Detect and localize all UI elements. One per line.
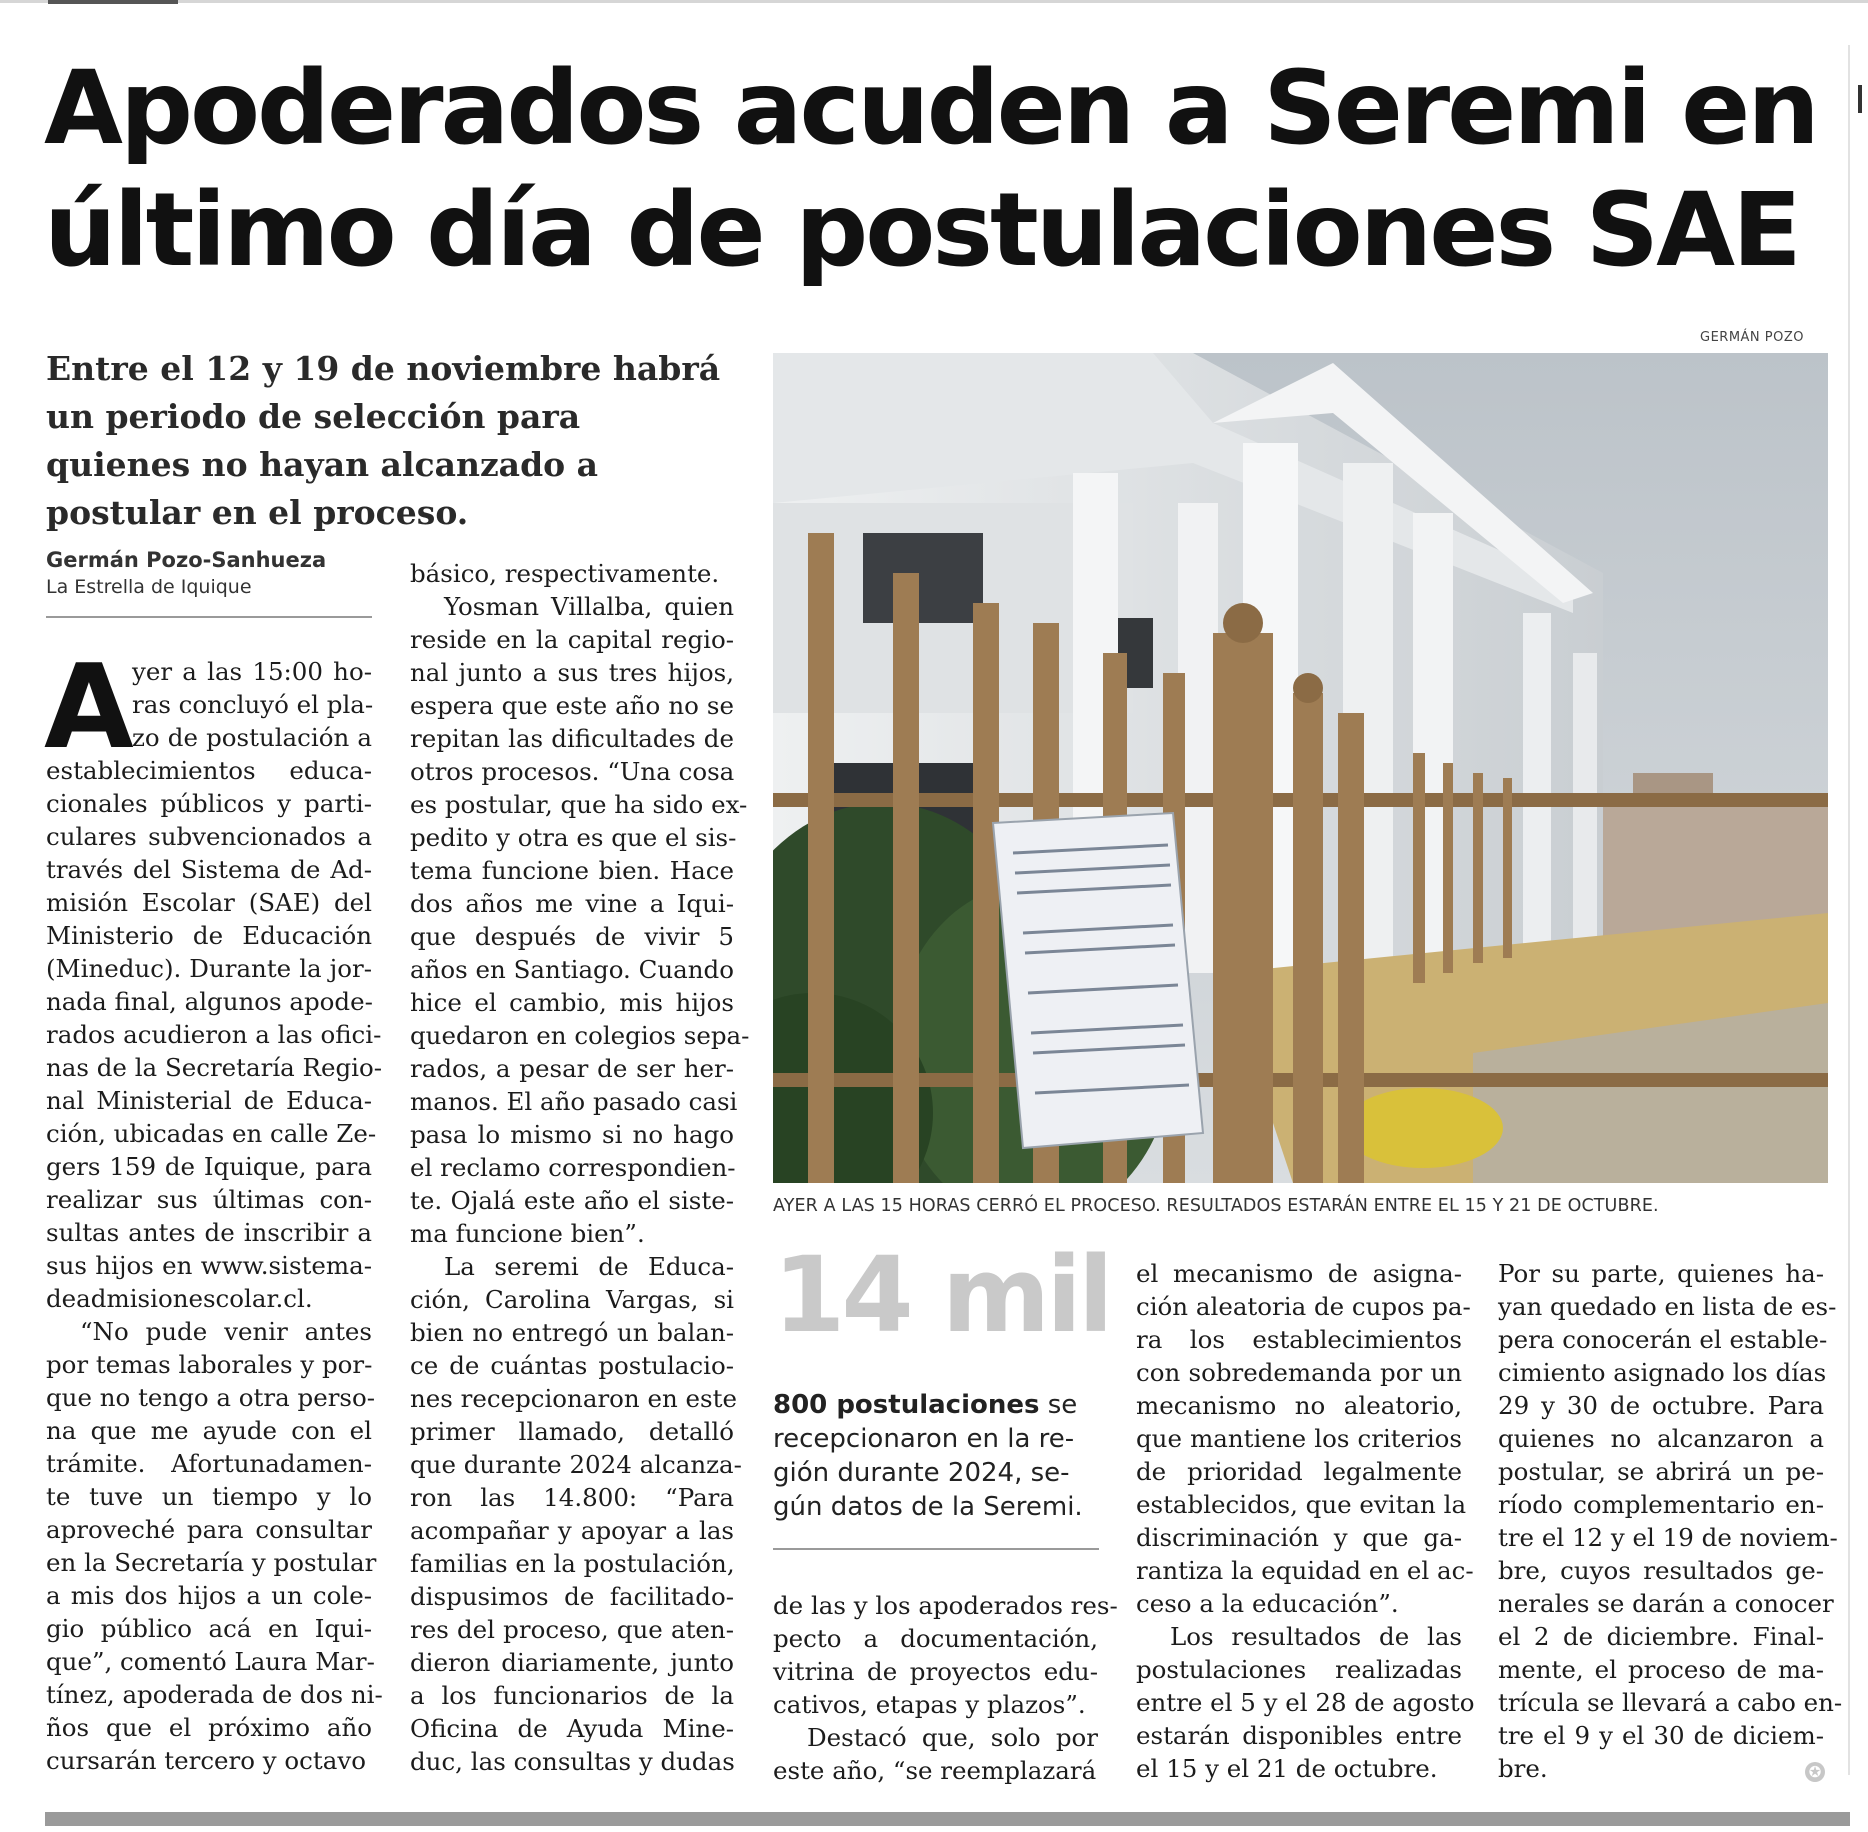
body-text-line: repitan las dificultades de — [410, 724, 734, 753]
body-column-1 — [44, 640, 383, 1777]
top-rule — [0, 0, 1868, 3]
body-text-line: res del proceso, que aten- — [410, 1615, 734, 1644]
body-text-line: que”, comentó Laura Mar- — [46, 1647, 375, 1676]
body-text-line: estarán disponibles entre — [1136, 1721, 1462, 1750]
body-text-line: vitrina de proyectos edu- — [773, 1657, 1098, 1686]
body-text-line: yan quedado en lista de es- — [1498, 1292, 1837, 1321]
body-text-line: básico, respectivamente. — [410, 559, 720, 588]
body-text-line: través del Sistema de Ad- — [46, 855, 372, 884]
body-text-line: el 15 y el 21 de octubre. — [1136, 1754, 1438, 1783]
photo-caption: AYER A LAS 15 HORAS CERRÓ EL PROCESO. RESULTADOS ESTARÁN ENTRE EL 15 Y 21 DE OCTUBRE. — [773, 1196, 1659, 1216]
body-text-line: hice el cambio, mis hijos — [410, 988, 734, 1017]
stat-text-line: gión durante 2024, se- — [773, 1458, 1070, 1488]
body-text-line: a los funcionarios de la — [410, 1681, 734, 1710]
body-text-line: primer llamado, detalló — [410, 1417, 734, 1446]
body-text-line: ron las 14.800: “Para — [410, 1483, 734, 1512]
body-column-5 — [1498, 1257, 1843, 1785]
body-text-line: a mis dos hijos a un cole- — [46, 1581, 372, 1610]
body-column-3 — [773, 1589, 1118, 1787]
body-text-line: rados, a pesar de ser her- — [410, 1054, 734, 1083]
body-text-line: ción, Carolina Vargas, si — [410, 1285, 734, 1314]
body-text-line: tre el 9 y el 30 de diciem- — [1498, 1721, 1824, 1750]
body-text-line: este año, “se reemplazará — [773, 1756, 1097, 1785]
body-text-line: acompañar y apoyar a las — [410, 1516, 734, 1545]
stat-text-line: gún datos de la Seremi. — [773, 1492, 1083, 1522]
body-text-line: cimiento asignado los días — [1498, 1358, 1827, 1387]
top-rule-accent — [48, 0, 178, 4]
body-text-line: que no tengo a otra perso- — [46, 1383, 376, 1412]
body-text-line: Oficina de Ayuda Mine- — [410, 1714, 734, 1743]
body-text-line: deadmisionescolar.cl. — [46, 1284, 313, 1313]
body-text-line: el reclamo correspondien- — [410, 1153, 736, 1182]
body-text-line: Yosman Villalba, quien — [444, 592, 734, 621]
body-text-line: pecto a documentación, — [773, 1624, 1098, 1653]
stat-description — [773, 1388, 1103, 1524]
body-text-line: La seremi de Educa- — [444, 1252, 734, 1281]
body-text-line: ras concluyó el pla- — [132, 690, 374, 719]
headline-line: último día de postulaciones SAE — [44, 171, 1799, 290]
body-text-line: trícula se llevará a cabo en- — [1498, 1688, 1843, 1717]
byline-author: Germán Pozo-Sanhueza — [46, 548, 327, 572]
body-column-2 — [410, 557, 750, 1778]
body-text-line: en la Secretaría y postular — [46, 1548, 377, 1577]
body-text-line: gers 159 de Iquique, para — [46, 1152, 372, 1181]
body-text-line: Los resultados de las — [1170, 1622, 1462, 1651]
body-text-line: postular, se abrirá un pe- — [1498, 1457, 1824, 1486]
body-text-line: misión Escolar (SAE) del — [46, 888, 372, 917]
body-text-line: reside en la capital regio- — [410, 625, 734, 654]
body-text-line: sus hijos en www.sistema- — [46, 1251, 372, 1280]
body-text-line: pera conocerán el estable- — [1498, 1325, 1828, 1354]
body-text-line: dos años me vine a Iqui- — [410, 889, 734, 918]
body-text-line: entre el 5 y el 28 de agosto — [1136, 1688, 1475, 1717]
page-right-marker — [1858, 85, 1862, 113]
body-text-line: con sobredemanda por un — [1136, 1358, 1462, 1387]
body-text-line: que mantiene los criterios — [1136, 1424, 1462, 1453]
body-text-line: nal junto a sus tres hijos, — [410, 658, 734, 687]
stat-divider — [773, 1548, 1099, 1550]
stat-number: 14 mil — [773, 1234, 1110, 1356]
body-text-line: dieron diariamente, junto — [410, 1648, 734, 1677]
stat-text-line: recepcionaron en la re- — [773, 1424, 1075, 1454]
body-text-line: establecidos, que evitan la — [1136, 1490, 1467, 1519]
body-text-line: yer a las 15:00 ho- — [132, 657, 372, 686]
body-text-line: na que me ayude con el — [46, 1416, 372, 1445]
body-text-line: cativos, etapas y plazos”. — [773, 1690, 1086, 1719]
body-text-line: cionales públicos y parti- — [46, 789, 372, 818]
headline — [44, 48, 1834, 292]
body-text-line: nas de la Secretaría Regio- — [46, 1053, 383, 1082]
stat-text-line: se — [1039, 1390, 1078, 1420]
subheadline-line: postular en el proceso. — [46, 493, 469, 532]
body-text-line: nerales se darán a conocer — [1498, 1589, 1834, 1618]
star-icon: ✪ — [1805, 1762, 1825, 1782]
body-text-line: de las y los apoderados res- — [773, 1591, 1118, 1620]
body-text-line: realizar sus últimas con- — [46, 1185, 372, 1214]
body-text-line: de prioridad legalmente — [1136, 1457, 1462, 1486]
body-text-line: (Mineduc). Durante la jor- — [46, 954, 372, 983]
body-text-line: nes recepcionaron en este — [410, 1384, 737, 1413]
photo-credit: GERMÁN POZO — [1700, 330, 1804, 345]
body-text-line: sultas antes de inscribir a — [46, 1218, 372, 1247]
body-text-line: pasa lo mismo si no hago — [410, 1120, 734, 1149]
body-text-line: ños que el próximo año — [46, 1713, 372, 1742]
body-text-line: rados acudieron a las ofici- — [46, 1020, 382, 1049]
body-text-line: zo de postulación a — [132, 723, 372, 752]
body-text-line: dispusimos de facilitado- — [410, 1582, 734, 1611]
headline-line: Apoderados acuden a Seremi en — [44, 49, 1817, 168]
body-text-line: ción aleatoria de cupos pa- — [1136, 1292, 1471, 1321]
body-text-line: ción, ubicadas en calle Ze- — [46, 1119, 377, 1148]
body-text-line: bre. — [1498, 1754, 1548, 1783]
body-text-line: ce de cuántas postulacio- — [410, 1351, 734, 1380]
body-text-line: ma funcione bien”. — [410, 1219, 645, 1248]
body-text-line: ra los establecimientos — [1136, 1325, 1462, 1354]
body-text-line: 29 y 30 de octubre. Para — [1498, 1391, 1824, 1420]
body-text-line: tínez, apoderada de dos ni- — [46, 1680, 383, 1709]
body-text-line: establecimientos educa- — [46, 756, 372, 785]
body-text-line: tema funcione bien. Hace — [410, 856, 734, 885]
body-text-line: por temas laborales y por- — [46, 1350, 373, 1379]
body-text-line: quedaron en colegios sepa- — [410, 1021, 750, 1050]
bottom-rule — [45, 1812, 1850, 1826]
body-text-line: el mecanismo de asigna- — [1136, 1259, 1462, 1288]
body-text-line: aproveché para consultar — [46, 1515, 372, 1544]
subheadline-line: Entre el 12 y 19 de noviembre habrá — [46, 349, 721, 388]
body-text-line: nada final, algunos apode- — [46, 987, 373, 1016]
body-text-line: mecanismo no aleatorio, — [1136, 1391, 1462, 1420]
subheadline-line: un periodo de selección para — [46, 397, 581, 436]
drop-cap: A — [44, 640, 134, 775]
subheadline — [46, 345, 746, 537]
body-text-line: el 2 de diciembre. Final- — [1498, 1622, 1824, 1651]
news-photo — [773, 353, 1828, 1183]
body-text-line: Destacó que, solo por — [807, 1723, 1098, 1752]
body-text-line: te. Ojalá este año el siste- — [410, 1186, 734, 1215]
body-text-line: “No pude venir antes — [80, 1317, 372, 1346]
body-text-line: que después de vivir 5 — [410, 922, 734, 951]
body-text-line: mente, el proceso de ma- — [1498, 1655, 1824, 1684]
body-text-line: gio público acá en Iqui- — [46, 1614, 372, 1643]
stat-bold-lead: 800 postulaciones — [773, 1390, 1040, 1420]
body-text-line: bre, cuyos resultados ge- — [1498, 1556, 1824, 1585]
body-text-line: cursarán tercero y octavo — [46, 1746, 366, 1775]
body-text-line: ceso a la educación”. — [1136, 1589, 1399, 1618]
body-text-line: otros procesos. “Una cosa — [410, 757, 735, 786]
body-column-4 — [1136, 1257, 1475, 1785]
body-text-line: culares subvencionados a — [46, 822, 372, 851]
body-text-line: años en Santiago. Cuando — [410, 955, 734, 984]
page-right-rule — [1848, 45, 1850, 1775]
body-text-line: Por su parte, quienes ha- — [1498, 1259, 1824, 1288]
body-text-line: te tuve un tiempo y lo — [46, 1482, 372, 1511]
body-text-line: discriminación y que ga- — [1136, 1523, 1462, 1552]
body-text-line: espera que este año no se — [410, 691, 734, 720]
body-text-line: pedito y otra es que el sis- — [410, 823, 737, 852]
body-text-line: es postular, que ha sido ex- — [410, 790, 748, 819]
body-text-line: Ministerio de Educación — [46, 921, 372, 950]
byline-divider — [46, 616, 372, 618]
body-text-line: bien no entregó un balan- — [410, 1318, 734, 1347]
body-text-line: postulaciones realizadas — [1136, 1655, 1462, 1684]
body-text-line: que durante 2024 alcanza- — [410, 1450, 742, 1479]
body-text-line: familias en la postulación, — [410, 1549, 735, 1578]
body-text-line: quienes no alcanzaron a — [1498, 1424, 1824, 1453]
body-text-line: nal Ministerial de Educa- — [46, 1086, 372, 1115]
byline-outlet: La Estrella de Iquique — [46, 576, 252, 598]
subheadline-line: quienes no hayan alcanzado a — [46, 445, 599, 484]
body-text-line: rantiza la equidad en el ac- — [1136, 1556, 1474, 1585]
body-text-line: duc, las consultas y dudas — [410, 1747, 735, 1776]
body-text-line: manos. El año pasado casi — [410, 1087, 738, 1116]
body-text-line: ríodo complementario en- — [1498, 1490, 1824, 1519]
body-text-line: trámite. Afortunadamen- — [46, 1449, 372, 1478]
body-text-line: tre el 12 y el 19 de noviem- — [1498, 1523, 1838, 1552]
